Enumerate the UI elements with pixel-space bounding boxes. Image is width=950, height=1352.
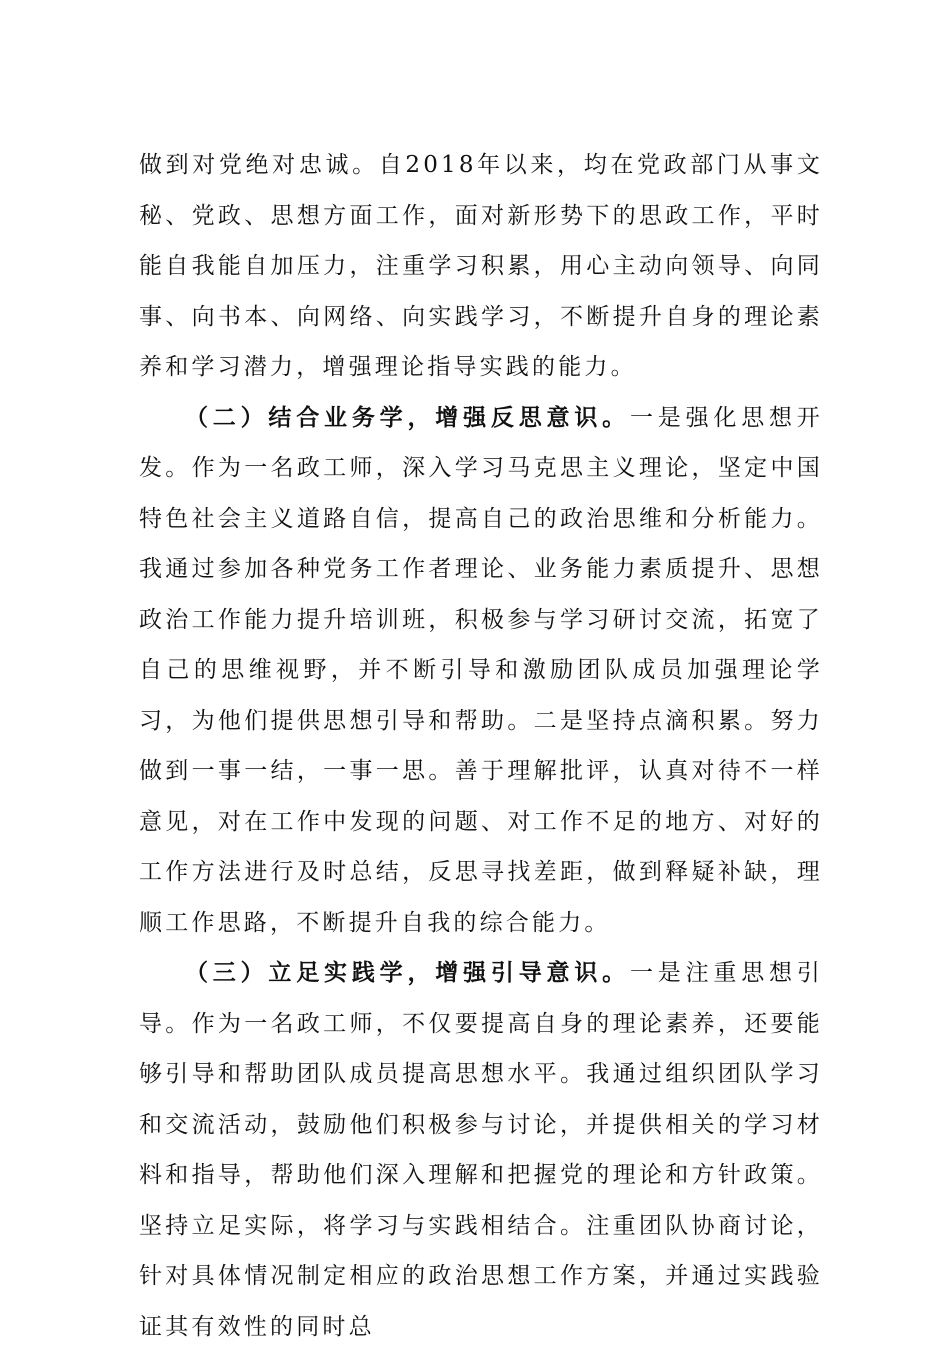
paragraph-text: 一是注重思想引导。作为一名政工师，不仅要提高自身的理论素养，还要能够引导和帮助团队成员提高思想水平。我通过组织团队学习和交流活动，鼓励他们积极参与讨论，并提供相关的学习材料和指导，帮助他们深入理解和把握党的理论和方针政策。坚持立足实际，将学习与实践相结合。注重团队协商讨论，针对具体情况制定相应的政治思想工作方案，并通过实践验证其有效性的同时总 — [139, 960, 824, 1340]
section-heading-two: （二）结合业务学，增强反思意识。 — [185, 403, 630, 431]
paragraph-loyalty — [139, 140, 823, 393]
paragraph-section-two — [139, 393, 823, 949]
paragraph-section-three — [139, 948, 823, 1352]
document-body — [139, 140, 823, 1352]
section-heading-three: （三）立足实践学，增强引导意识。 — [185, 959, 630, 986]
paragraph-text: 做到对党绝对忠诚。自2018年以来，均在党政部门从事文秘、党政、思想方面工作，面对新形势下的思政工作，平时能自我能自加压力，注重学习积累，用心主动向领导、向同事、向书本、向网络、向实践学习，不断提升自身的理论素养和学习潜力，增强理论指导实践的能力。 — [139, 152, 823, 380]
paragraph-text: 一是强化思想开发。作为一名政工师，深入学习马克思主义理论，坚定中国特色社会主义道路自信，提高自己的政治思维和分析能力。我通过参加各种党务工作者理论、业务能力素质提升、思想政治工作能力提升培训班，积极参与学习研讨交流，拓宽了自己的思维视野，并不断引导和激励团队成员加强理论学习，为他们提供思想引导和帮助。二是坚持点滴积累。努力做到一事一结，一事一思。善于理解批评，认真对待不一样意见，对在工作中发现的问题、对工作不足的地方、对好的工作方法进行及时总结，反思寻找差距，做到释疑补缺，理顺工作思路，不断提升自我的综合能力。 — [139, 404, 824, 936]
